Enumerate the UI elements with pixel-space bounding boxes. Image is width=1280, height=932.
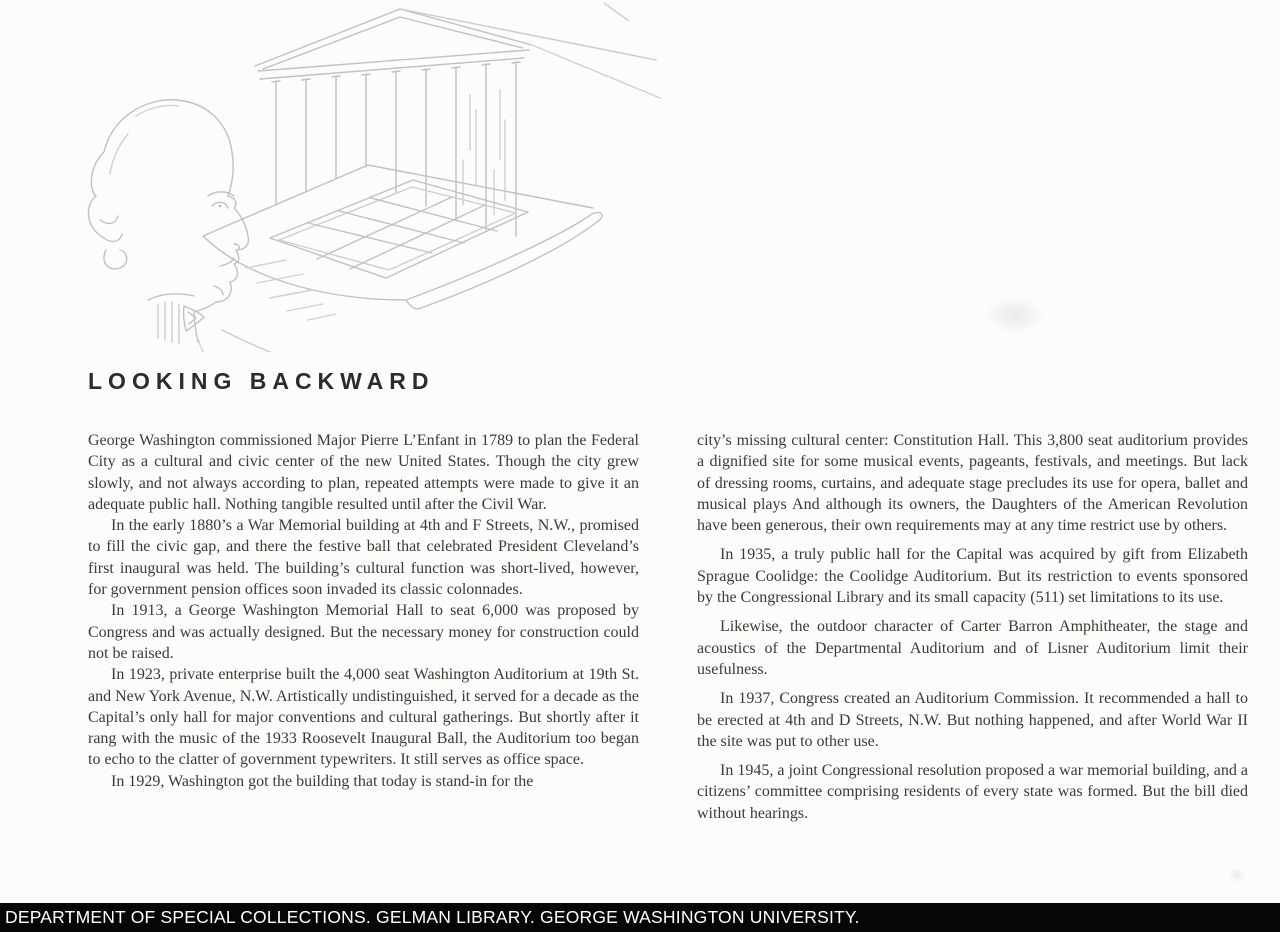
- paragraph: In 1945, a joint Congressional resolution proposed a war memorial building, and a citizens’ committee comprising residents of every state was formed. But the bill died without hearings.: [697, 762, 1248, 822]
- paragraph: In 1937, Congress created an Auditorium Commission. It recommended a hall to be erected at 4th and D Streets, N.W. But nothing happened, and after World War II the site was put to other use.: [697, 690, 1248, 750]
- text-column-left: [88, 430, 639, 824]
- city-plan-sketch: [203, 165, 602, 320]
- paragraph: In 1935, a truly public hall for the Capital was acquired by gift from Elizabeth Sprague Coolidge: the Coolidge Auditorium. But its restriction to events sponsored by the Congressional Library and its small capacity (511) set limitations to its use.: [697, 546, 1248, 607]
- paragraph: city’s missing cultural center: Constitution Hall. This 3,800 seat auditorium provides a dignified site for some musical events, pageants, festivals, and meetings. But lack of dressing rooms, curtains, and adequate stage precludes its use for opera, ballet and musical plays And although its owners, the Daughters of the American Revolution have been generous, their own requirements may at any time restrict use by others.: [697, 432, 1248, 535]
- paragraph: In 1923, private enterprise built the 4,000 seat Washington Auditorium at 19th St. and New York Avenue, N.W. Artistically undistinguished, it served for a decade as the Capital’s only hall for major conventions and cultural gatherings. But shortly after it rang with the music of the 1933 Roosevelt Inaugural Ball, the Auditorium too began to echo to the clatter of government typewriters. It still serves as office space.: [88, 666, 639, 769]
- scan-smudge: [1228, 868, 1246, 882]
- scan-smudge: [985, 296, 1045, 334]
- temple-sketch: [255, 3, 660, 236]
- cover-illustration: [8, 0, 668, 352]
- paragraph: George Washington commissioned Major Pierre L’Enfant in 1789 to plan the Federal City as a cultural and civic center of the new United States. Though the city grew slowly, and not always according to plan, repeated attempts were made to give it an adequate public hall. Nothing tangible resulted until after the Civil War.: [88, 432, 639, 513]
- paragraph: In 1929, Washington got the building that today is stand-in for the: [111, 772, 534, 790]
- footer-label: DEPARTMENT OF SPECIAL COLLECTIONS. GELMAN LIBRARY. GEORGE WASHINGTON UNIVERSITY.: [5, 907, 860, 927]
- paragraph: In the early 1880’s a War Memorial building at 4th and F Streets, N.W., promised to fill the civic gap, and there the festive ball that celebrated President Cleveland’s first inaugural was held. The building’s cultural function was short-lived, however, for government pension offices soon invaded its classic colonnades.: [88, 517, 639, 599]
- paragraph: Likewise, the outdoor character of Carter Barron Amphitheater, the stage and acoustics of the Departmental Auditorium and of Lisner Auditorium limit their usefulness.: [697, 618, 1248, 678]
- footer-banner: [0, 903, 1280, 932]
- page-title: LOOKING BACKWARD: [88, 368, 435, 394]
- body-text: [88, 430, 1248, 824]
- paragraph: In 1913, a George Washington Memorial Hall to seat 6,000 was proposed by Congress and was actually designed. But the necessary money for construction could not be raised.: [88, 602, 639, 662]
- washington-profile-sketch: [88, 100, 296, 352]
- text-column-right: [697, 430, 1248, 824]
